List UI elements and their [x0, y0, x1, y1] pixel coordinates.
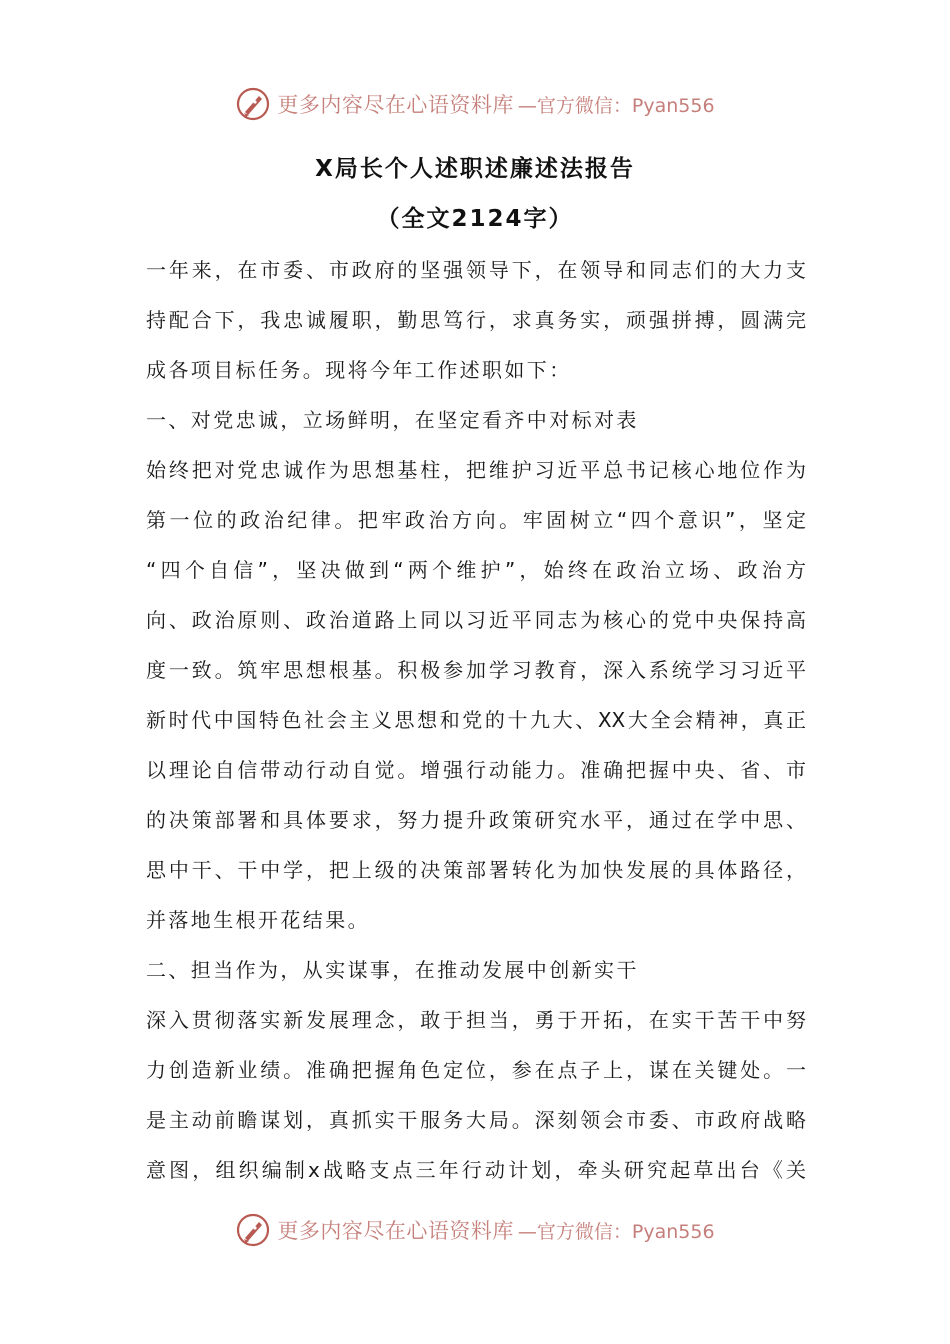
body-line: 始终把对党忠诚作为思想基柱，把维护习近平总书记核心地位作为: [146, 458, 806, 482]
pen-nib-logo-icon: [235, 1212, 271, 1248]
body-line: 是主动前瞻谋划，真抓实干服务大局。深刻领会市委、市政府战略: [146, 1108, 806, 1132]
body-line: 的决策部署和具体要求，努力提升政策研究水平，通过在学中思、: [146, 808, 806, 832]
watermark-contact: —官方微信：Pyan556: [517, 1220, 715, 1243]
section-heading: 二、担当作为，从实谋事，在推动发展中创新实干: [146, 958, 639, 982]
body-line: 以理论自信带动行动自觉。增强行动能力。准确把握中央、省、市: [146, 758, 806, 782]
watermark-banner-bottom: [0, 1208, 950, 1252]
body-line: 向、政治原则、政治道路上同以习近平同志为核心的党中央保持高: [146, 608, 806, 632]
watermark-text: 更多内容尽在心语资料库: [277, 93, 514, 117]
body-line: “四个自信”，坚决做到“两个维护”，始终在政治立场、政治方: [146, 558, 806, 582]
body-line: 深入贯彻落实新发展理念，敢于担当，勇于开拓，在实干苦干中努: [146, 1008, 806, 1032]
section-heading: 一、对党忠诚，立场鲜明，在坚定看齐中对标对表: [146, 408, 639, 432]
body-line: 并落地生根开花结果。: [146, 908, 370, 932]
document-body: [146, 250, 806, 1200]
document-subtitle: （全文2124字）: [376, 206, 574, 232]
document-title: X局长个人述职述廉述法报告: [315, 156, 635, 182]
body-line: 第一位的政治纪律。把牢政治方向。牢固树立“四个意识”，坚定: [146, 508, 806, 532]
body-line: 新时代中国特色社会主义思想和党的十九大、XX大全会精神，真正: [146, 708, 806, 732]
body-line: 成各项目标任务。现将今年工作述职如下：: [146, 358, 572, 382]
body-line: 思中干、干中学，把上级的决策部署转化为加快发展的具体路径，: [146, 858, 806, 882]
pen-nib-logo-icon: [235, 86, 271, 122]
body-line: 一年来，在市委、市政府的坚强领导下，在领导和同志们的大力支: [146, 258, 806, 282]
watermark-contact: —官方微信：Pyan556: [517, 94, 715, 117]
watermark-text: 更多内容尽在心语资料库: [277, 1219, 514, 1243]
watermark-banner-top: [0, 82, 950, 126]
body-line: 度一致。筑牢思想根基。积极参加学习教育，深入系统学习习近平: [146, 658, 806, 682]
body-line: 持配合下，我忠诚履职，勤思笃行，求真务实，顽强拼搏，圆满完: [146, 308, 806, 332]
body-line: 力创造新业绩。准确把握角色定位，参在点子上，谋在关键处。一: [146, 1058, 806, 1082]
body-line: 意图，组织编制x战略支点三年行动计划，牵头研究起草出台《关: [146, 1158, 806, 1182]
